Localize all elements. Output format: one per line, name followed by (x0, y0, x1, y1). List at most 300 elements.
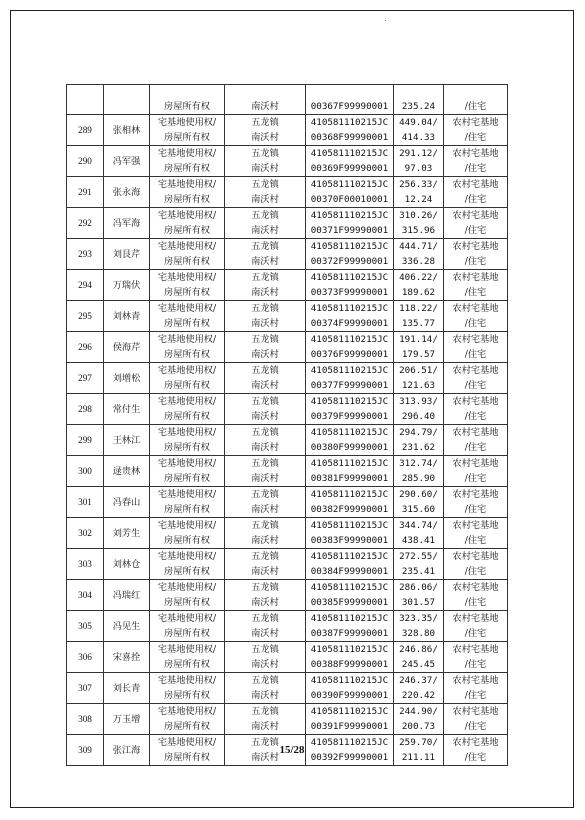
cell-use-line-2: /住宅 (464, 132, 487, 143)
cell-name (104, 332, 150, 363)
cell-cert-id-line-1: 410581110215JC (310, 396, 389, 407)
cell-name (104, 611, 150, 642)
cell-use-line-1: 农村宅基地 (452, 706, 499, 717)
cell-location-line-2: 南沃村 (251, 287, 279, 298)
cell-location-line-2: 南沃村 (251, 473, 279, 484)
cell-location-line-2: 南沃村 (251, 597, 279, 608)
cell-use-line-2: /住宅 (464, 163, 487, 174)
cell-no-text: 306 (78, 651, 92, 662)
cell-area-line-1: 256.33/ (399, 179, 438, 190)
cell-area-line-1: 191.14/ (399, 334, 438, 345)
cell-location-line-2: 南沃村 (251, 163, 279, 174)
cell-area-line-1: 206.51/ (399, 365, 438, 376)
cell-area-line-2: 301.57 (401, 597, 436, 608)
table-row (67, 208, 508, 239)
cell-location-line-1: 五龙镇 (251, 396, 279, 407)
cell-area-line-1: 449.04/ (399, 117, 438, 128)
cell-right-type (150, 704, 225, 735)
cell-name (104, 487, 150, 518)
cell-cert-id-line-2: 00374F99990001 (310, 318, 389, 329)
cell-cert-id-line-1: 410581110215JC (310, 675, 389, 686)
cell-area-line-2: 315.96 (401, 225, 436, 236)
cell-right-type-line-2: 房屋所有权 (164, 256, 210, 267)
cell-right-type-line-1: 宅基地使用权/ (157, 303, 217, 314)
cell-no-text: 300 (78, 465, 92, 476)
cell-area-line-2: 336.28 (401, 256, 436, 267)
cell-location (225, 518, 306, 549)
cell-location (225, 394, 306, 425)
cell-area-line-1: 272.55/ (399, 551, 438, 562)
cell-location-line-1: 五龙镇 (251, 210, 279, 221)
cell-cert-id-line-1: 410581110215JC (310, 551, 389, 562)
cell-no-text: 296 (78, 341, 92, 352)
cell-name (104, 425, 150, 456)
table-row (67, 580, 508, 611)
cell-name (104, 549, 150, 580)
cell-no (67, 177, 104, 208)
cell-cert-id-line-2: 00383F99990001 (310, 535, 389, 546)
cell-name-text: 王林江 (112, 434, 141, 446)
cell-right-type-line-2: 房屋所有权 (164, 752, 210, 763)
cell-right-type-line-2: 房屋所有权 (164, 318, 210, 329)
cell-name-text: 刘长青 (112, 682, 141, 694)
cell-cert-id (306, 487, 394, 518)
cell-use-line-2: /住宅 (464, 287, 487, 298)
cell-use (444, 239, 508, 270)
cell-use-line-2: /住宅 (464, 194, 487, 205)
cell-area (394, 239, 444, 270)
cell-location-line-1: 五龙镇 (251, 458, 279, 469)
cell-right-type-line-1: 宅基地使用权/ (157, 675, 217, 686)
cell-area-line-1: 290.60/ (399, 489, 438, 500)
cell-right-type (150, 332, 225, 363)
cell-right-type (150, 580, 225, 611)
cell-cert-id-line-1: 410581110215JC (310, 334, 389, 345)
cell-use-line-1: 农村宅基地 (452, 179, 499, 190)
cell-use (444, 549, 508, 580)
cell-no-text: 304 (78, 589, 92, 600)
cell-right-type (150, 270, 225, 301)
cell-cert-id (306, 456, 394, 487)
cell-location-line-1: 五龙镇 (251, 148, 279, 159)
cell-right-type-line-1: 宅基地使用权/ (157, 737, 217, 748)
cell-cert-id-line-2: 00369F99990001 (310, 163, 389, 174)
cell-no (67, 704, 104, 735)
cell-cert-id-line-1: 410581110215JC (310, 427, 389, 438)
cell-area (394, 704, 444, 735)
cell-name (104, 239, 150, 270)
cell-name-text: 冯军海 (112, 217, 141, 229)
cell-use-line-1: 农村宅基地 (452, 551, 499, 562)
cell-area (394, 363, 444, 394)
cell-right-type-line-2: 房屋所有权 (164, 628, 210, 639)
cell-no (67, 115, 104, 146)
cell-area-line-1: 294.79/ (399, 427, 438, 438)
cell-name (104, 580, 150, 611)
cell-no-text: 291 (78, 186, 92, 197)
cell-location-line-2: 南沃村 (251, 721, 279, 732)
cell-right-type-line-2: 房屋所有权 (164, 535, 210, 546)
cell-location (225, 270, 306, 301)
cell-name-text: 张相林 (112, 124, 141, 136)
cell-name-text: 常付生 (112, 403, 141, 415)
cell-name (104, 673, 150, 704)
cell-cert-id (306, 673, 394, 704)
cell-use (444, 425, 508, 456)
cell-location (225, 239, 306, 270)
cell-name-text: 刘芳生 (112, 527, 141, 539)
cell-cert-id-line-1: 410581110215JC (310, 117, 389, 128)
cell-right-type-line-1: 宅基地使用权/ (157, 520, 217, 531)
cell-area-line-2: 97.03 (404, 163, 433, 174)
cell-area-line-2: 211.11 (401, 752, 436, 763)
cell-no (67, 270, 104, 301)
cell-location (225, 580, 306, 611)
cell-location (225, 642, 306, 673)
cell-location (225, 332, 306, 363)
cell-name (104, 301, 150, 332)
cell-cert-id-line-2: 00379F99990001 (310, 411, 389, 422)
cell-cert-id (306, 394, 394, 425)
cell-name-text: 刘林青 (112, 310, 141, 322)
cell-use-line-1: 农村宅基地 (452, 675, 499, 686)
cell-cert-id-line-2: 00380F99990001 (310, 442, 389, 453)
cell-area-line-1: 286.06/ (399, 582, 438, 593)
cell-right-type-line-1: 宅基地使用权/ (157, 551, 217, 562)
cell-no-text: 298 (78, 403, 92, 414)
cell-name-text: 逯贵林 (112, 465, 141, 477)
cell-no (67, 425, 104, 456)
cell-cert-id-line-1: 410581110215JC (310, 613, 389, 624)
cell-no-text: 307 (78, 682, 92, 693)
cell-cert-id (306, 518, 394, 549)
cell-name (104, 394, 150, 425)
cell-location-line-2: 南沃村 (251, 690, 279, 701)
cell-name-text: 冯军强 (112, 155, 141, 167)
cell-location-line-1: 五龙镇 (251, 706, 279, 717)
cell-area (394, 394, 444, 425)
cell-right-type (150, 549, 225, 580)
cell-name (104, 704, 150, 735)
cell-cert-id-line-1: 410581110215JC (310, 582, 389, 593)
cell-cert-id-line-1: 410581110215JC (310, 520, 389, 531)
cell-cert-id (306, 549, 394, 580)
cell-right-type-line-1: 宅基地使用权/ (157, 272, 217, 283)
cell-cert-id-line-2: 00381F99990001 (310, 473, 389, 484)
table-row (67, 115, 508, 146)
cell-right-type: 房屋所有权 (150, 85, 225, 115)
table-row (67, 518, 508, 549)
cell-location (225, 704, 306, 735)
cell-right-type-line-2: 房屋所有权 (164, 132, 210, 143)
cell-no-text: 289 (78, 124, 92, 135)
cell-use (444, 115, 508, 146)
cell-use (444, 642, 508, 673)
cell-no-text: 301 (78, 496, 92, 507)
cell-location-line-2: 南沃村 (251, 256, 279, 267)
cell-use-line-1: 农村宅基地 (452, 396, 499, 407)
cell-cert-id-line-2: 00391F99990001 (310, 721, 389, 732)
cell-area-line-1: 323.35/ (399, 613, 438, 624)
cell-cert-id-line-1: 410581110215JC (310, 303, 389, 314)
cell-right-type-line-2: 房屋所有权 (164, 504, 210, 515)
cell-no (67, 301, 104, 332)
cell-area (394, 332, 444, 363)
cell-location (225, 487, 306, 518)
cell-cert-id-line-1: 410581110215JC (310, 737, 389, 748)
cell-cert-id-line-2: 00368F99990001 (310, 132, 389, 143)
table-row (67, 425, 508, 456)
cell-location (225, 301, 306, 332)
cell-right-type (150, 239, 225, 270)
cell-use-line-2: /住宅 (464, 411, 487, 422)
table-row (67, 270, 508, 301)
cell-cert-id-line-1: 410581110215JC (310, 148, 389, 159)
cell-no-text: 290 (78, 155, 92, 166)
cell-right-type-line-1: 宅基地使用权/ (157, 179, 217, 190)
cell-right-type-line-2: 房屋所有权 (164, 225, 210, 236)
cell-no-text: 294 (78, 279, 92, 290)
cell-no (67, 85, 104, 115)
cell-cert-id-line-1: 410581110215JC (310, 489, 389, 500)
cell-right-type-line-1: 宅基地使用权/ (157, 210, 217, 221)
cell-location-line-2: 南沃村 (251, 566, 279, 577)
cell-name (104, 518, 150, 549)
cell-cert-id (306, 363, 394, 394)
cell-location-line-2: 南沃村 (251, 504, 279, 515)
cell-name (104, 363, 150, 394)
cell-cert-id: 00367F99990001 (306, 85, 394, 115)
cell-use-line-2: /住宅 (464, 566, 487, 577)
table-row-continued (67, 85, 508, 115)
cell-use-line-2: /住宅 (464, 349, 487, 360)
cell-right-type (150, 301, 225, 332)
cell-right-type-line-2: 房屋所有权 (164, 194, 210, 205)
cell-area-line-1: 344.74/ (399, 520, 438, 531)
cell-area-line-2: 220.42 (401, 690, 436, 701)
cell-right-type-line-1: 宅基地使用权/ (157, 241, 217, 252)
cell-cert-id (306, 580, 394, 611)
cell-no-text: 293 (78, 248, 92, 259)
cell-use (444, 456, 508, 487)
cell-name (104, 642, 150, 673)
table-body (67, 85, 508, 766)
cell-location-line-2: 南沃村 (251, 349, 279, 360)
cell-cert-id-line-2: 00382F99990001 (310, 504, 389, 515)
cell-right-type-line-1: 宅基地使用权/ (157, 117, 217, 128)
cell-use-line-1: 农村宅基地 (452, 210, 499, 221)
cell-use-line-2: /住宅 (464, 535, 487, 546)
cell-no (67, 518, 104, 549)
cell-area-line-2: 12.24 (404, 194, 433, 205)
cell-cert-id-line-2: 00377F99990001 (310, 380, 389, 391)
cell-location-line-2: 南沃村 (251, 659, 279, 670)
cell-area (394, 301, 444, 332)
table-row (67, 642, 508, 673)
cell-use-line-2: /住宅 (464, 225, 487, 236)
cell-right-type (150, 208, 225, 239)
cell-name (104, 456, 150, 487)
cell-location-line-2: 南沃村 (251, 411, 279, 422)
cell-right-type (150, 518, 225, 549)
cell-area (394, 642, 444, 673)
cell-location (225, 673, 306, 704)
cell-right-type-line-1: 宅基地使用权/ (157, 334, 217, 345)
cell-cert-id (306, 146, 394, 177)
cell-name-text: 侯海芹 (112, 341, 141, 353)
cell-area (394, 673, 444, 704)
cell-area-line-1: 246.86/ (399, 644, 438, 655)
page-number: 15/28 (279, 744, 305, 756)
cell-cert-id-line-2: 00376F99990001 (310, 349, 389, 360)
cell-area-line-2: 414.33 (401, 132, 436, 143)
cell-use (444, 177, 508, 208)
table-row (67, 673, 508, 704)
cell-use (444, 270, 508, 301)
cell-cert-id (306, 704, 394, 735)
cell-cert-id-line-2: 00384F99990001 (310, 566, 389, 577)
cell-location (225, 208, 306, 239)
cell-area-line-1: 312.74/ (399, 458, 438, 469)
cell-name (104, 85, 150, 115)
cell-location-line-1: 五龙镇 (251, 272, 279, 283)
cell-use (444, 146, 508, 177)
cell-cert-id (306, 239, 394, 270)
cell-name-text: 张永海 (112, 186, 141, 198)
cell-cert-id-line-2: 00392F99990001 (310, 752, 389, 763)
cell-area (394, 146, 444, 177)
cell-right-type-line-2: 房屋所有权 (164, 163, 210, 174)
cell-cert-id-line-2: 00370F00010001 (310, 194, 389, 205)
cell-cert-id-line-1: 410581110215JC (310, 210, 389, 221)
cell-use-line-2: /住宅 (464, 318, 487, 329)
cell-cert-id (306, 642, 394, 673)
cell-cert-id-line-2: 00388F99990001 (310, 659, 389, 670)
cell-no (67, 549, 104, 580)
cell-location-line-2: 南沃村 (251, 194, 279, 205)
cell-right-type-line-2: 房屋所有权 (164, 659, 210, 670)
cell-right-type-line-2: 房屋所有权 (164, 349, 210, 360)
cell-cert-id-line-1: 410581110215JC (310, 179, 389, 190)
cell-area (394, 208, 444, 239)
cell-no (67, 208, 104, 239)
cell-right-type-line-2: 房屋所有权 (164, 721, 210, 732)
cell-no (67, 146, 104, 177)
cell-use-line-1: 农村宅基地 (452, 427, 499, 438)
cell-area-line-1: 313.93/ (399, 396, 438, 407)
cell-cert-id-line-2: 00385F99990001 (310, 597, 389, 608)
cell-name-text: 冯见生 (112, 620, 141, 632)
cell-use-line-2: /住宅 (464, 690, 487, 701)
cell-use-line-2: /住宅 (464, 721, 487, 732)
cell-use (444, 704, 508, 735)
cell-right-type-line-2: 房屋所有权 (164, 566, 210, 577)
cell-location-line-1: 五龙镇 (251, 303, 279, 314)
table-row (67, 332, 508, 363)
cell-use-line-1: 农村宅基地 (452, 303, 499, 314)
cell-cert-id (306, 270, 394, 301)
cell-area-line-2: 235.41 (401, 566, 436, 577)
cell-area-line-2: 438.41 (401, 535, 436, 546)
cell-area (394, 456, 444, 487)
cell-location-line-1: 五龙镇 (251, 551, 279, 562)
cell-cert-id-line-2: 00373F99990001 (310, 287, 389, 298)
cell-right-type (150, 177, 225, 208)
cell-name (104, 208, 150, 239)
cell-use-line-1: 农村宅基地 (452, 365, 499, 376)
cell-no-text: 302 (78, 527, 92, 538)
cell-name (104, 270, 150, 301)
cell-area (394, 177, 444, 208)
table-row (67, 301, 508, 332)
cell-location-line-2: 南沃村 (251, 318, 279, 329)
cell-area-line-2: 296.40 (401, 411, 436, 422)
cell-no-text: 305 (78, 620, 92, 631)
cell-name-text: 冯春山 (112, 496, 141, 508)
cell-name-text: 宋喜拴 (112, 651, 141, 663)
cell-right-type (150, 487, 225, 518)
cell-right-type-line-1: 宅基地使用权/ (157, 582, 217, 593)
cell-cert-id-line-1: 410581110215JC (310, 458, 389, 469)
cell-right-type-line-2: 房屋所有权 (164, 287, 210, 298)
cell-use-line-1: 农村宅基地 (452, 520, 499, 531)
cell-cert-id (306, 301, 394, 332)
cell-location (225, 363, 306, 394)
cell-location-line-2: 南沃村 (251, 132, 279, 143)
cell-right-type (150, 425, 225, 456)
cell-right-type-line-1: 宅基地使用权/ (157, 458, 217, 469)
cell-area-line-2: 328.80 (401, 628, 436, 639)
cell-area (394, 580, 444, 611)
property-registry-table (66, 84, 508, 766)
cell-name (104, 177, 150, 208)
cell-area (394, 115, 444, 146)
cell-location (225, 146, 306, 177)
cell-use-line-2: /住宅 (464, 473, 487, 484)
cell-name-text: 冯瑞红 (112, 589, 141, 601)
cell-no-text: 308 (78, 713, 92, 724)
cell-name-text: 张江海 (112, 744, 141, 756)
cell-location: 南沃村 (225, 85, 306, 115)
cell-area-line-2: 135.77 (401, 318, 436, 329)
cell-name-text: 刘增松 (112, 372, 141, 384)
cell-cert-id (306, 425, 394, 456)
cell-use: /住宅 (444, 85, 508, 115)
cell-location-line-1: 五龙镇 (251, 644, 279, 655)
cell-right-type (150, 673, 225, 704)
cell-name (104, 146, 150, 177)
cell-area-line-1: 118.22/ (399, 303, 438, 314)
cell-area-line-2: 315.60 (401, 504, 436, 515)
cell-name-text: 万瑞伏 (112, 279, 141, 291)
cell-area-line-1: 244.90/ (399, 706, 438, 717)
cell-right-type (150, 146, 225, 177)
cell-cert-id-line-1: 410581110215JC (310, 365, 389, 376)
cell-area-line-2: 179.57 (401, 349, 436, 360)
cell-right-type-line-2: 房屋所有权 (164, 442, 210, 453)
cell-right-type-line-1: 宅基地使用权/ (157, 706, 217, 717)
cell-area (394, 518, 444, 549)
cell-use-line-2: /住宅 (464, 597, 487, 608)
cell-area-line-1: 291.12/ (399, 148, 438, 159)
cell-area: 235.24 (394, 85, 444, 115)
table-row (67, 611, 508, 642)
table-row (67, 363, 508, 394)
cell-use-line-1: 农村宅基地 (452, 737, 499, 748)
cell-use-line-1: 农村宅基地 (452, 117, 499, 128)
cell-use-line-2: /住宅 (464, 752, 487, 763)
cell-cert-id-line-1: 410581110215JC (310, 644, 389, 655)
